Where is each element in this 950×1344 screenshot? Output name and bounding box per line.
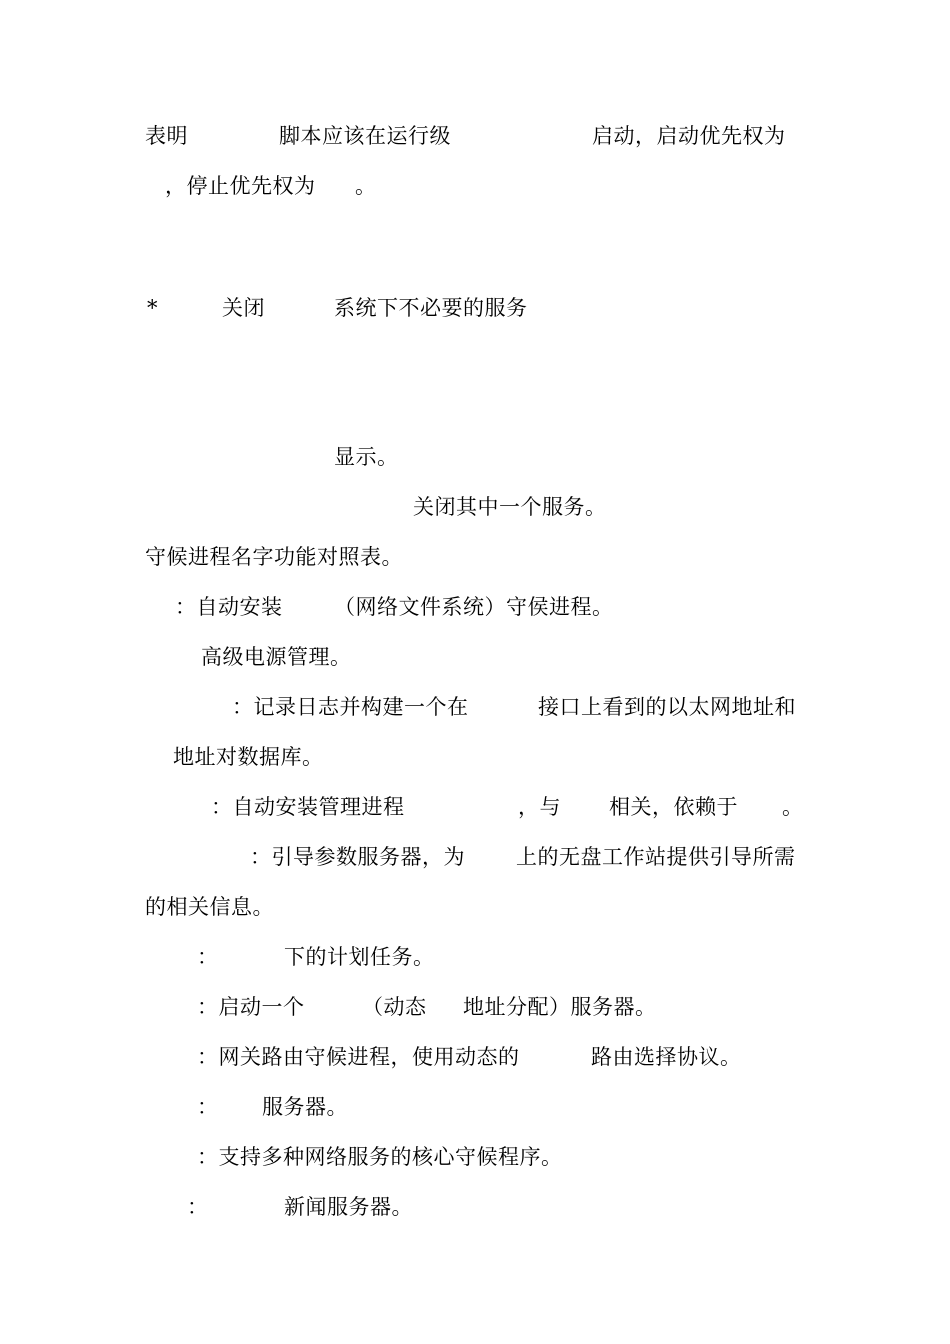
item-6-text-1: ： [197, 945, 219, 969]
table-intro: 守候进程名字功能对照表。 [145, 545, 403, 569]
item-1-text-2: （网络文件系统）守侯进程。 [334, 595, 614, 619]
item-7-text-2: （动态 [362, 995, 427, 1019]
step-show: 显示。 [334, 445, 399, 469]
item-8-text-2: 路由选择协议。 [591, 1045, 742, 1069]
intro-text-4: ，停止优先权为 [165, 174, 316, 198]
item-1-text-1: ：自动安装 [175, 595, 283, 619]
item-11-text-2: 新闻服务器。 [284, 1195, 413, 1219]
item-4-text-1: ：自动安装管理进程 [211, 795, 405, 819]
item-2-text: 高级电源管理。 [201, 645, 352, 669]
item-9-text-2: 服务器。 [262, 1095, 348, 1119]
item-4-text-2: ，与 [518, 795, 561, 819]
step-close-one: 关闭其中一个服务。 [413, 495, 607, 519]
item-11-text-1: ： [187, 1195, 209, 1219]
item-5-text-1: ：引导参数服务器，为 [250, 845, 465, 869]
item-5-text-2: 上的无盘工作站提供引导所需 [516, 845, 796, 869]
intro-text-5: 。 [355, 174, 377, 198]
heading-text-2: 系统下不必要的服务 [334, 296, 528, 320]
item-3-text-2: 接口上看到的以太网地址和 [538, 695, 796, 719]
intro-text-2: 脚本应该在运行级 [279, 124, 451, 148]
heading-star: * [147, 296, 158, 320]
heading-text-1: 关闭 [222, 296, 265, 320]
intro-text-1: 表明 [145, 124, 188, 148]
item-10-text: ：支持多种网络服务的核心守候程序。 [197, 1145, 563, 1169]
item-3-text-3: 地址对数据库。 [173, 745, 324, 769]
item-6-text-2: 下的计划任务。 [284, 945, 435, 969]
intro-text-3: 启动，启动优先权为 [592, 124, 786, 148]
item-9-text-1: ： [197, 1095, 219, 1119]
item-4-text-3: 相关，依赖于 [609, 795, 738, 819]
item-4-text-4: 。 [782, 795, 804, 819]
item-7-text-3: 地址分配）服务器。 [463, 995, 657, 1019]
item-7-text-1: ：启动一个 [197, 995, 305, 1019]
item-5-text-3: 的相关信息。 [145, 895, 274, 919]
item-8-text-1: ：网关路由守候进程，使用动态的 [197, 1045, 520, 1069]
item-3-text-1: ：记录日志并构建一个在 [232, 695, 469, 719]
